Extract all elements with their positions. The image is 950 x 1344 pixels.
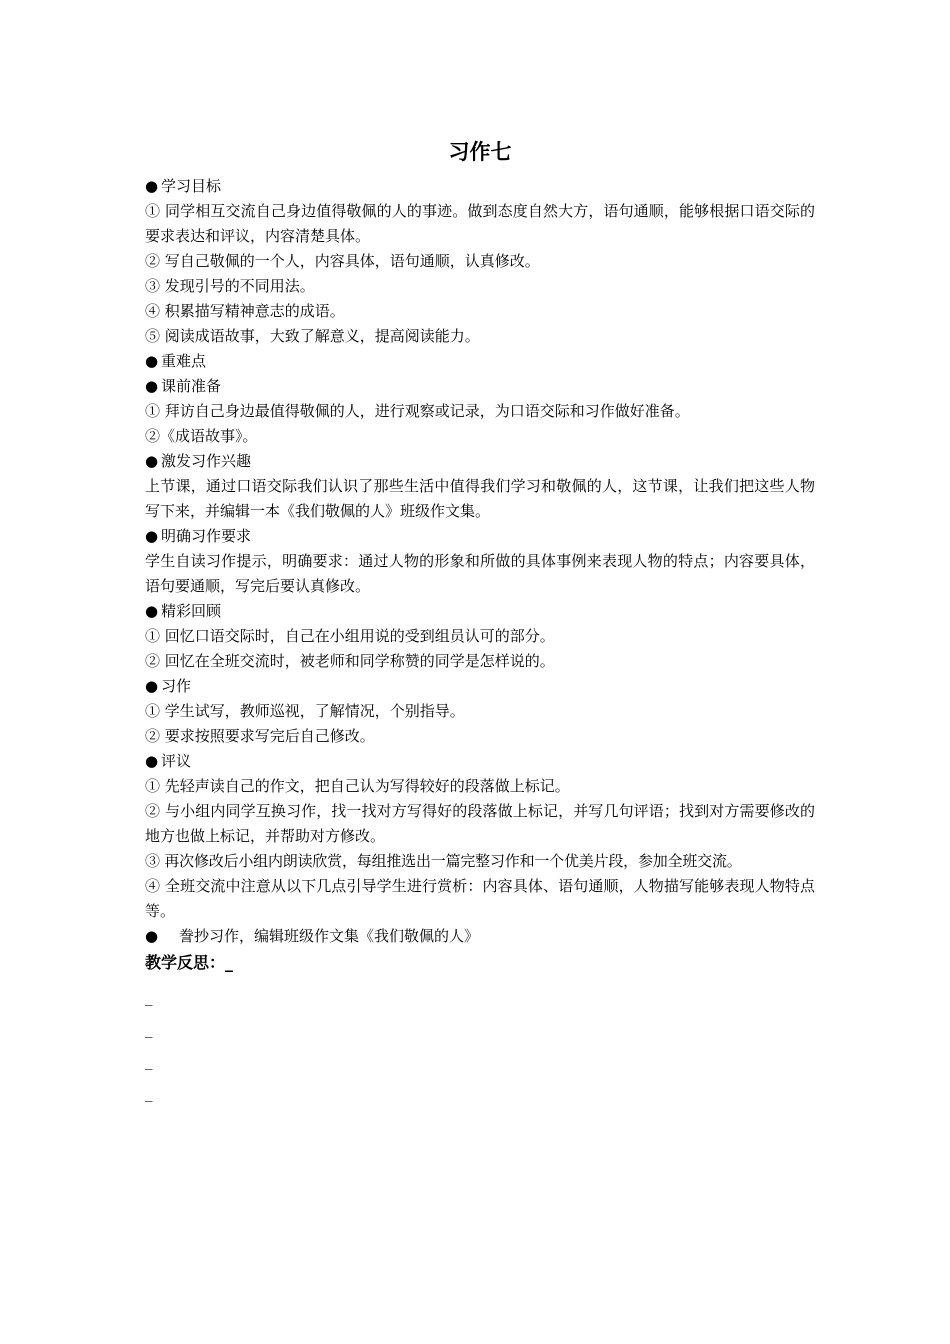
copy-text: 誊抄习作，编辑班级作文集《我们敬佩的人》 [179, 927, 480, 945]
preparation-item: ① 拜访自己身边最值得敬佩的人，进行观察或记录，为口语交际和习作做好准备。 [145, 402, 690, 420]
evaluation-item: ② 与小组内同学互换习作，找一找对方写得好的段落做上标记，并写几句评语；找到对方需要修改的地方也做上标记，并帮助对方修改。 [145, 802, 815, 845]
bullet-icon: ● [145, 927, 159, 945]
bullet-icon: ● [145, 752, 159, 770]
document-page [145, 132, 815, 1109]
heading-text: 重难点 [161, 352, 207, 370]
bullet-icon: ● [145, 377, 159, 395]
heading-text: 激发习作兴趣 [161, 452, 252, 470]
goal-item: ⑤ 阅读成语故事，大致了解意义，提高阅读能力。 [145, 327, 480, 345]
reflection-label: 教学反思：_ [145, 953, 234, 972]
section-heading-requirements [145, 524, 815, 549]
preparation-item: ②《成语故事》。 [145, 427, 258, 445]
heading-text: 精彩回顾 [161, 602, 222, 620]
reflection-blank-line: _ [145, 988, 153, 1006]
requirements-paragraph: 学生自读习作提示，明确要求：通过人物的形象和所做的具体事例来表现人物的特点；内容要具体，语句要通顺，写完后要认真修改。 [145, 552, 815, 595]
heading-text: 明确习作要求 [161, 527, 252, 545]
bullet-icon: ● [145, 177, 159, 195]
goal-item: ② 写自己敬佩的一个人，内容具体，语句通顺，认真修改。 [145, 252, 540, 270]
section-heading-interest [145, 449, 815, 474]
page-title: 习作七 [448, 140, 512, 164]
heading-text: 习作 [161, 677, 192, 695]
reflection-blank-line: _ [145, 1084, 153, 1102]
section-heading-evaluation [145, 749, 815, 774]
interest-paragraph: 上节课，通过口语交际我们认识了那些生活中值得我们学习和敬佩的人，这节课，让我们把这些人物写下来，并编辑一本《我们敬佩的人》班级作文集。 [145, 477, 815, 520]
section-heading-review [145, 599, 815, 624]
writing-item: ① 学生试写，教师巡视，了解情况，个别指导。 [145, 702, 465, 720]
section-heading-preparation [145, 374, 815, 399]
goal-item: ④ 积累描写精神意志的成语。 [145, 302, 345, 320]
section-heading-key-points [145, 349, 815, 374]
review-item: ① 回忆口语交际时，自己在小组用说的受到组员认可的部分。 [145, 627, 555, 645]
reflection-blank-line: _ [145, 1052, 153, 1070]
bullet-icon: ● [145, 452, 159, 470]
heading-text: 学习目标 [161, 177, 222, 195]
writing-item: ② 要求按照要求写完后自己修改。 [145, 727, 375, 745]
evaluation-item: ③ 再次修改后小组内朗读欣赏，每组推选出一篇完整习作和一个优美片段，参加全班交流。 [145, 852, 742, 870]
section-copy [145, 924, 815, 949]
bullet-icon: ● [145, 602, 159, 620]
section-heading-writing [145, 674, 815, 699]
goal-item: ① 同学相互交流自己身边值得敬佩的人的事迹。做到态度自然大方，语句通顺，能够根据口语交际的要求表达和评议，内容清楚具体。 [145, 202, 815, 245]
reflection-blank-line: _ [145, 1020, 153, 1038]
evaluation-item: ④ 全班交流中注意从以下几点引导学生进行赏析：内容具体、语句通顺，人物描写能够表现人物特点等。 [145, 877, 815, 920]
goal-item: ③ 发现引号的不同用法。 [145, 277, 315, 295]
bullet-icon: ● [145, 677, 159, 695]
bullet-icon: ● [145, 352, 159, 370]
bullet-icon: ● [145, 527, 159, 545]
heading-text: 课前准备 [161, 377, 222, 395]
section-heading-goals [145, 174, 815, 199]
heading-text: 评议 [161, 752, 192, 770]
review-item: ② 回忆在全班交流时，被老师和同学称赞的同学是怎样说的。 [145, 652, 555, 670]
evaluation-item: ① 先轻声读自己的作文，把自己认为写得较好的段落做上标记。 [145, 777, 570, 795]
